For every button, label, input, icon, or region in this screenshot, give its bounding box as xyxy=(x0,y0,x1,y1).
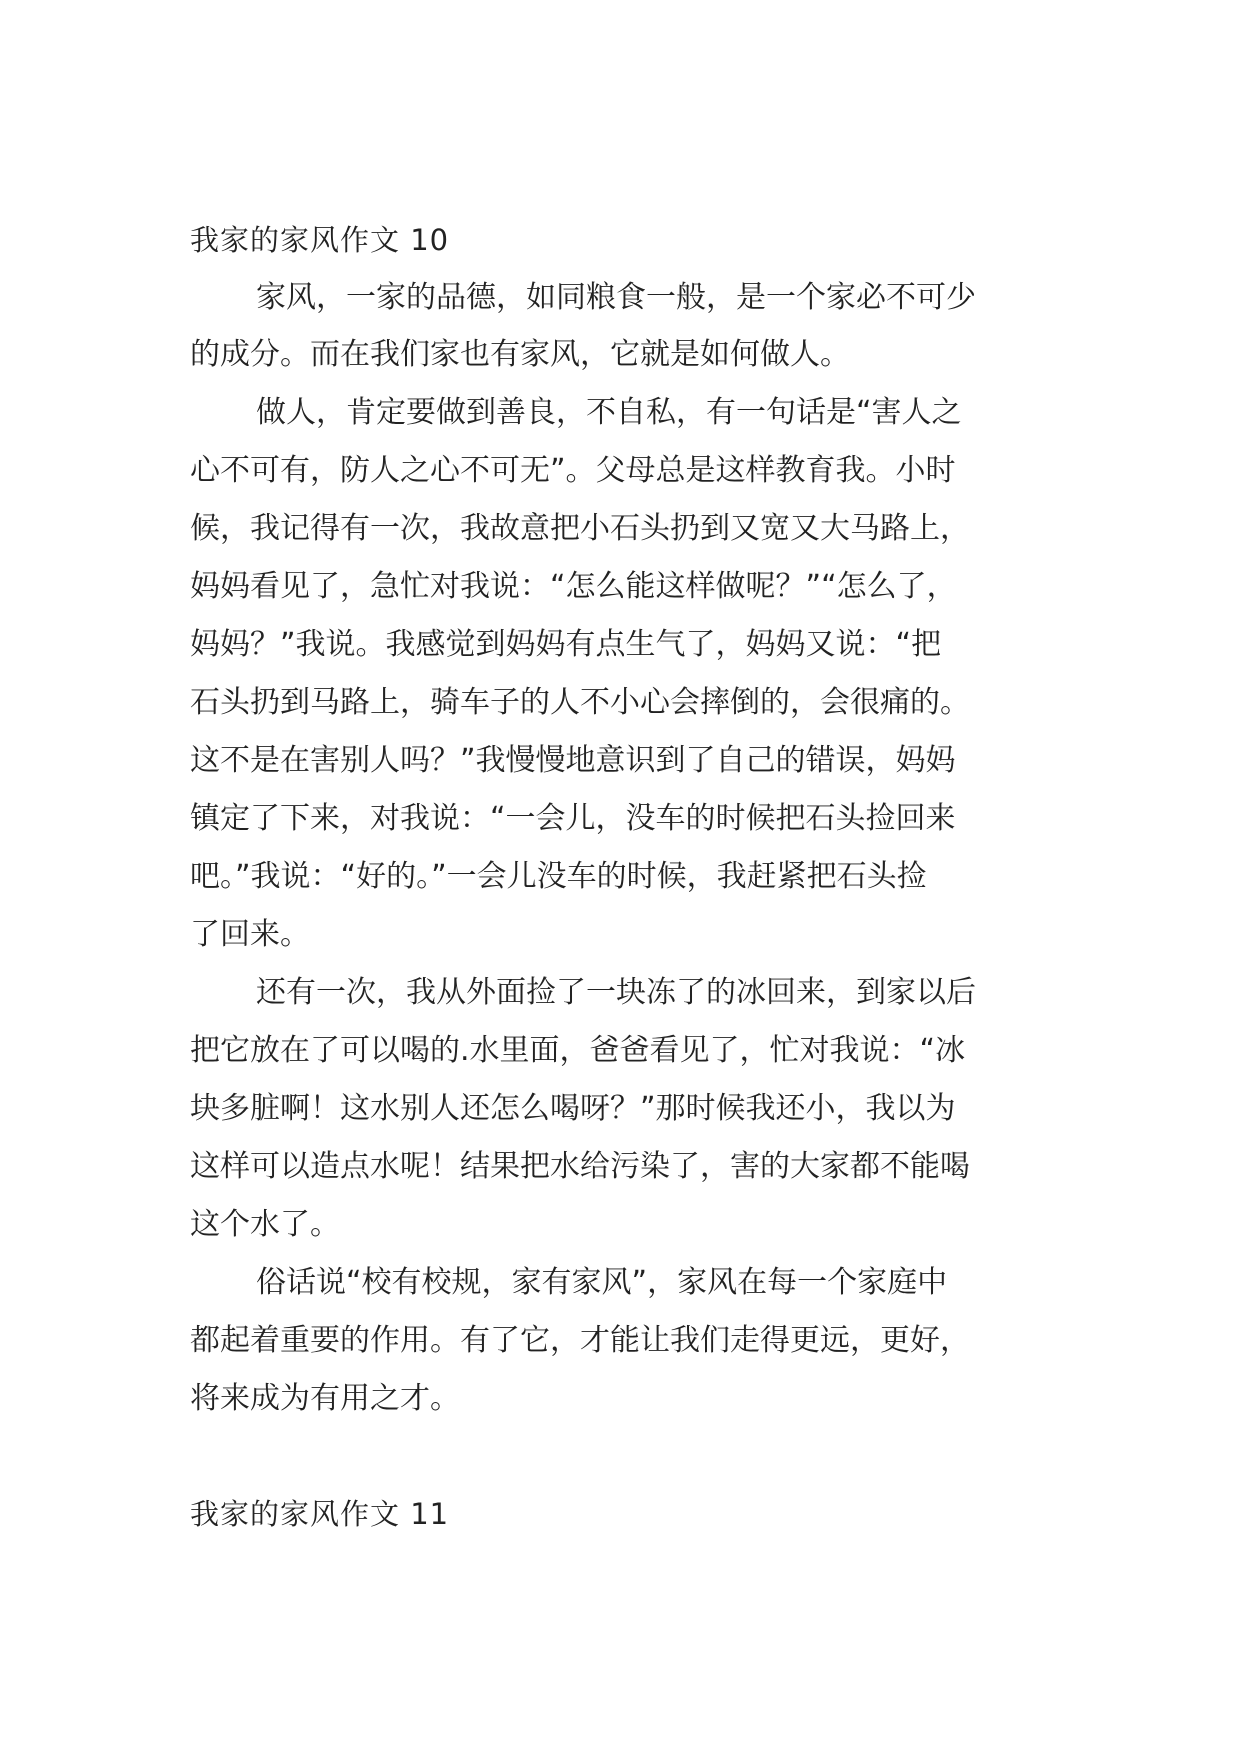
essay-10-line: 把它放在了可以喝的.水里面，爸爸看见了，忙对我说：“冰 xyxy=(190,1033,966,1068)
essay-10-line: 将来成为有用之才。 xyxy=(190,1381,460,1416)
essay-10-line: 的成分。而在我们家也有家风，它就是如何做人。 xyxy=(190,337,850,372)
essay-10-line: 了回来。 xyxy=(190,917,310,952)
essay-10-line: 心不可有，防人之心不可无”。父母总是这样教育我。小时 xyxy=(190,453,956,488)
essay-10-line: 块多脏啊！这水别人还怎么喝呀？”那时候我还小，我以为 xyxy=(190,1091,956,1126)
essay-10-line: 家风，一家的品德，如同粮食一般，是一个家必不可少 xyxy=(256,280,976,315)
essay-11-title: 我家的家风作文 11 xyxy=(190,1497,450,1531)
essay-10-line: 候，我记得有一次，我故意把小石头扔到又宽又大马路上， xyxy=(190,511,970,546)
essay-10-line: 这样可以造点水呢！结果把水给污染了，害的大家都不能喝 xyxy=(190,1149,970,1184)
essay-10-line: 这不是在害别人吗？”我慢慢地意识到了自己的错误，妈妈 xyxy=(190,743,956,778)
essay-10-line: 吧。”我说：“好的。”一会儿没车的时候，我赶紧把石头捡 xyxy=(190,859,927,894)
essay-10-line: 俗话说“校有校规，家有家风”，家风在每一个家庭中 xyxy=(256,1265,948,1300)
essay-10-line: 都起着重要的作用。有了它，才能让我们走得更远，更好， xyxy=(190,1323,970,1358)
essay-10-line: 妈妈看见了，急忙对我说：“怎么能这样做呢？”“怎么了， xyxy=(190,569,957,604)
essay-10-line: 还有一次，我从外面捡了一块冻了的冰回来，到家以后 xyxy=(256,975,976,1010)
essay-10-line: 这个水了。 xyxy=(190,1207,340,1242)
essay-10-line: 妈妈？”我说。我感觉到妈妈有点生气了，妈妈又说：“把 xyxy=(190,627,942,662)
essay-10-line: 镇定了下来，对我说：“一会儿，没车的时候把石头捡回来 xyxy=(190,801,956,836)
essay-10-line: 做人，肯定要做到善良，不自私，有一句话是“害人之 xyxy=(256,395,962,430)
essay-10-title: 我家的家风作文 10 xyxy=(190,223,450,257)
essay-10-line: 石头扔到马路上，骑车子的人不小心会摔倒的，会很痛的。 xyxy=(190,685,970,720)
